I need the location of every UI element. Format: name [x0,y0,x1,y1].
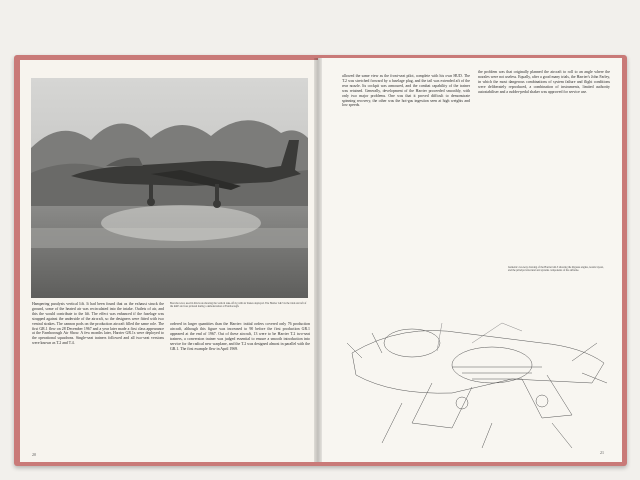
harrier-cutaway-diagram [342,283,612,453]
harrier-photograph [31,78,308,298]
page-number-right: 21 [600,450,604,455]
page-number-left: 20 [32,452,36,457]
book-gutter [314,58,322,462]
right-text-column-1: allowed the same view as the front-seat pilot, complete with his own HUD. The T.2 was stretched forward by a fuselage plug, and the tail was extended aft of the rear nozzle. Its cockpit was armoured, and the combat capability of the trainer was retained. Generally, development of the Harrier proceeded smoothly, with only two major problems. One was that it proved difficult to demonstrate spinning recovery, the other was the hot-gas ingestion seen at high weights and low speeds. [342,74,470,108]
left-page [20,60,318,462]
diagram-caption: Isometric cut-away drawing of the Harrier GR.3 showing the Pegasus engine, nozzle layout, and the principal structural and systems components of the airframe. [508,266,604,273]
left-text-column-2: ordered in larger quantities than the Harrier: initial orders covered only 76 production aircraft, although this figure was increased to 90 before the first production GR.1 appeared at the end of 1967. Out of these aircraft, 13 were to be Harrier T.2 two-seat trainers, a conversion trainer was judged essential to ensure a smooth introduction into service for the radical new warplane, and the T.2 was designed almost in parallel with the GR.1. The first example flew in April 1969. [170,322,310,351]
left-text-column-1: Hampering paralysis vertical lift. It had been found that as the exhaust struck the ground, some of the heated air was recirculated into the intake. Outlets of air, and this the would contribute to the lift. The effect was enhanced if the fuselage was strapped against the underside of the aircraft, so the designers were fitted with two ventral strakes. The cannon pods on the production aircraft filled the same role. The first GR.1 flew on 28 December 1967 and a year later made a first class appearance at the Farnborough Air Show. A few months later, Harrier GR.1s were deployed to the operational squadrons. Single-seat trainers followed and all two-seat versions were known as T.2 and T.4. [32,302,164,346]
right-text-column-2: the problem was that originally planned the aircraft to roll to an angle where the nozzles were not useless. Equally, after a good many trials, the Harrier's John Farley, in which the most dangerous combinations of system failure and flight conditions were deliberately reproduced, a combination of instruments, limited authority autostabiliser and a rudder-pedal shaker was approved for service use. [478,70,610,94]
photo-caption: Best shot ever, used in this book showing the vertical take-off rig with air brakes deployed. The Harrier GR.3 is the trials aircraft of the RAE and was pictured during a demonstration at Farnborough. [170,302,307,309]
right-page [318,58,622,462]
